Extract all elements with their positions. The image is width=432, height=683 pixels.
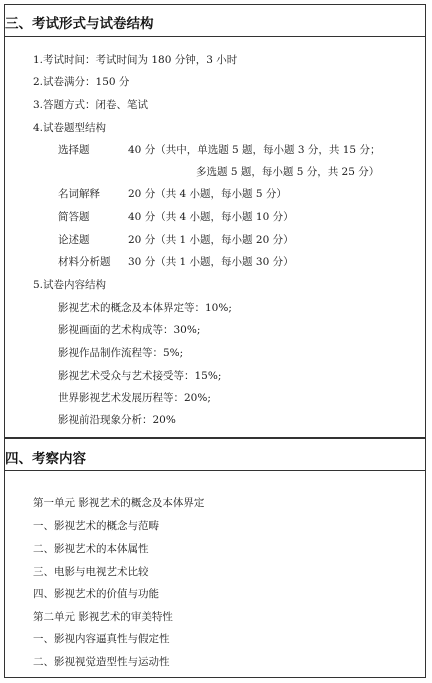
content-item: 影视艺术的概念及本体界定等：10%; <box>58 302 232 314</box>
content-item: 影视作品制作流程等：5%; <box>58 347 184 359</box>
question-structure-heading: 4.试卷题型结构 <box>33 122 107 134</box>
outline-item: 四、影视艺术的价值与功能 <box>33 588 159 600</box>
outline-item: 一、影视艺术的概念与范畴 <box>33 520 159 532</box>
section3-header-divider <box>4 36 426 37</box>
exam-time-item: 1.考试时间：考试时间为 180 分钟，3 小时 <box>33 54 238 66</box>
outline-item: 一、影视内容逼真性与假定性 <box>33 633 170 645</box>
section4-header-divider <box>4 470 426 471</box>
question-type-desc: 40 分（共 4 小题，每小题 10 分） <box>128 211 294 223</box>
outline-item: 二、影视视觉造型性与运动性 <box>33 656 170 668</box>
content-structure-heading: 5.试卷内容结构 <box>33 279 107 291</box>
question-type-desc: 20 分（共 1 小题，每小题 20 分） <box>128 234 294 246</box>
outline-item: 二、影视艺术的本体属性 <box>33 543 149 555</box>
unit-heading: 第一单元 影视艺术的概念及本体界定 <box>33 497 205 509</box>
exam-score-item: 2.试卷满分：150 分 <box>33 76 130 88</box>
content-item: 影视艺术受众与艺术接受等：15%; <box>58 370 222 382</box>
question-type-name: 选择题 <box>58 144 90 156</box>
question-type-desc: 多选题 5 题，每小题 5 分，共 25 分） <box>196 166 380 178</box>
unit-heading: 第二单元 影视艺术的审美特性 <box>33 611 173 623</box>
question-type-desc: 20 分（共 4 小题，每小题 5 分） <box>128 188 287 200</box>
question-type-name: 材料分析题 <box>58 256 111 268</box>
question-type-name: 简答题 <box>58 211 90 223</box>
outline-item: 三、电影与电视艺术比较 <box>33 566 149 578</box>
section4-title: 四、考察内容 <box>5 451 86 467</box>
question-type-name: 名词解释 <box>58 188 100 200</box>
section3-title: 三、考试形式与试卷结构 <box>5 16 154 32</box>
question-type-name: 论述题 <box>58 234 90 246</box>
content-item: 影视画面的艺术构成等：30%; <box>58 324 201 336</box>
question-type-desc: 40 分（共中，单选题 5 题，每小题 3 分，共 15 分； <box>128 144 381 156</box>
content-item: 影视前沿现象分析：20% <box>58 414 176 426</box>
exam-format-item: 3.答题方式：闭卷、笔试 <box>33 99 149 111</box>
question-type-desc: 30 分（共 1 小题，每小题 30 分） <box>128 256 294 268</box>
content-item: 世界影视艺术发展历程等：20%; <box>58 392 211 404</box>
